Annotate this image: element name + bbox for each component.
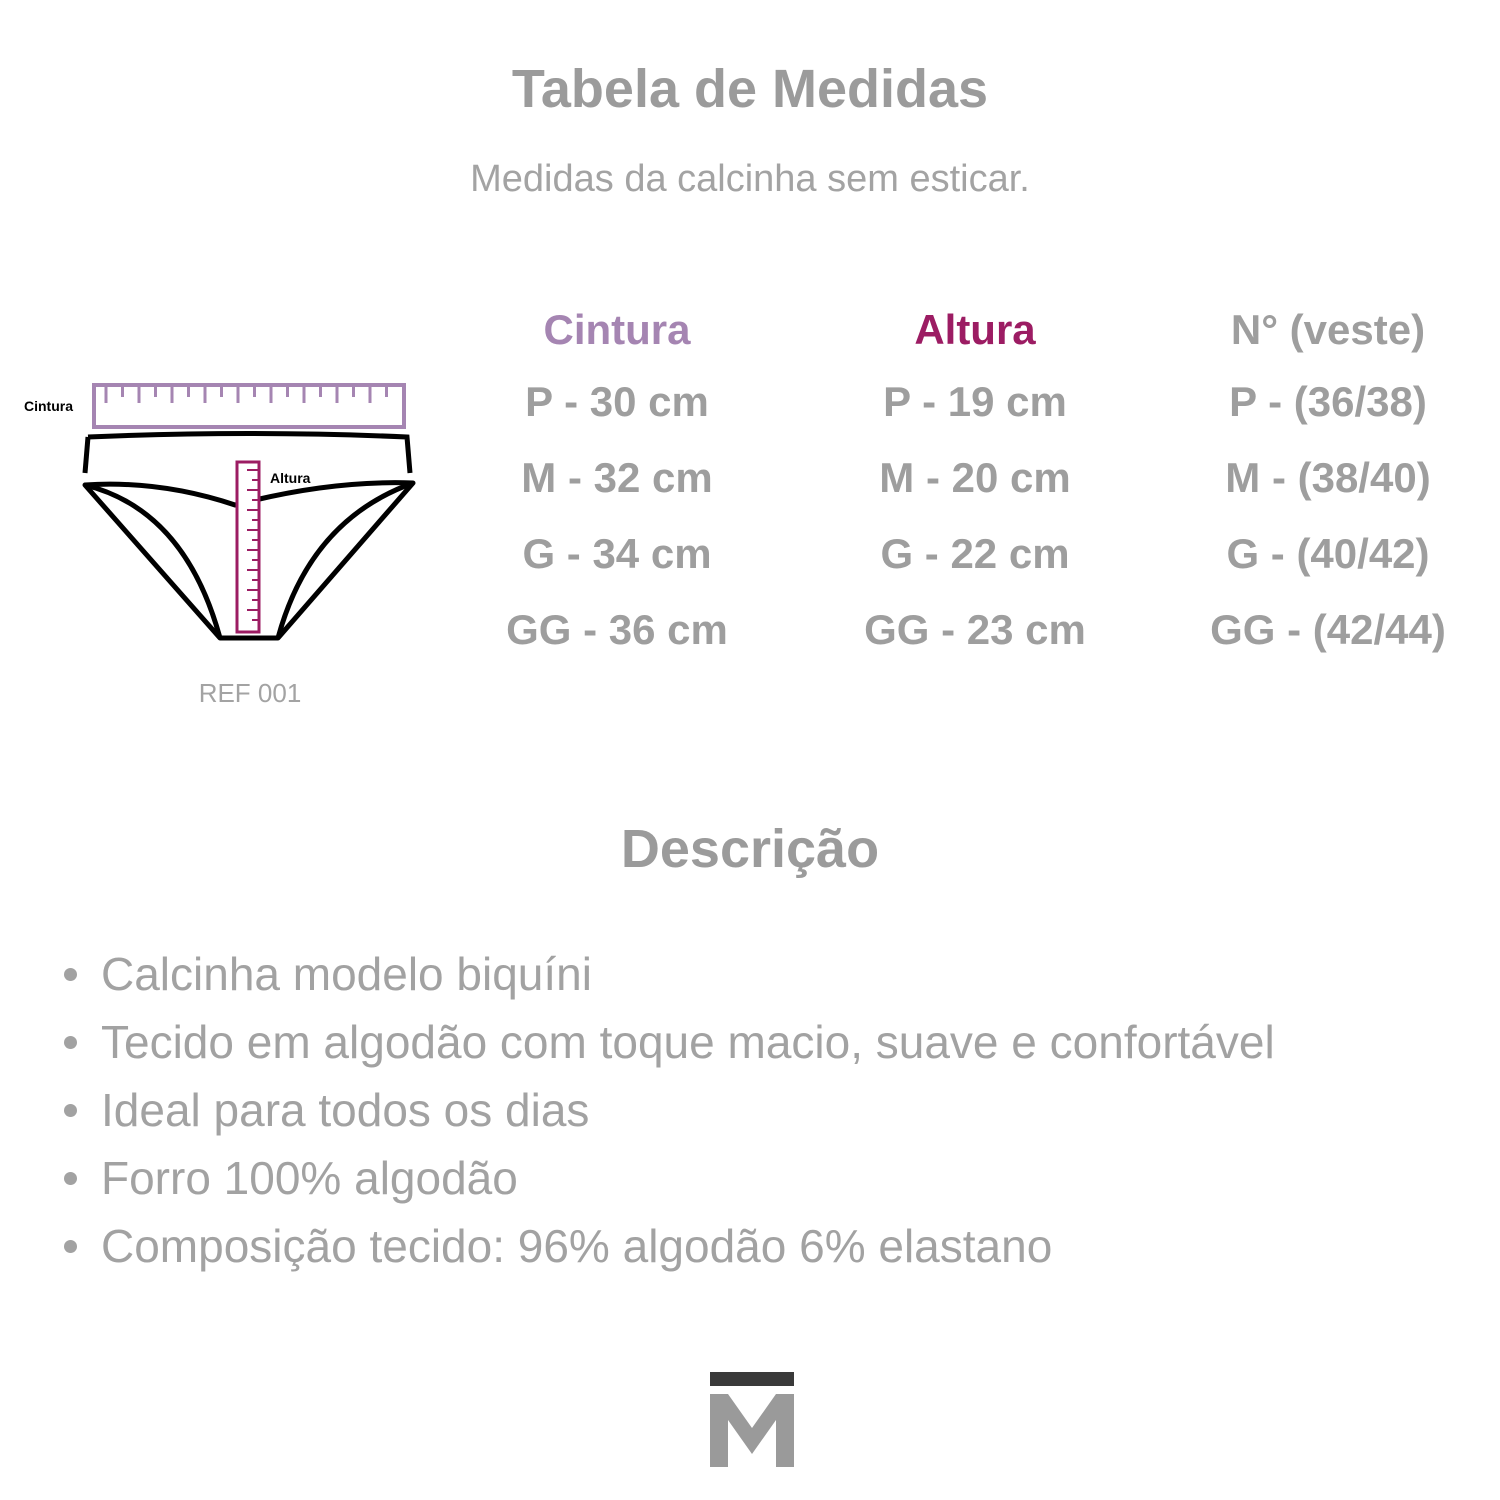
bullet-icon <box>64 1104 77 1117</box>
column-altura <box>815 300 1135 668</box>
column-cintura <box>457 300 777 668</box>
list-item-text: Forro 100% algodão <box>101 1152 518 1204</box>
table-cell: GG - (42/44) <box>1210 606 1446 653</box>
column-header-altura: Altura <box>914 306 1036 353</box>
reference-code: REF 001 <box>198 678 302 708</box>
column-header-cintura: Cintura <box>543 306 691 353</box>
table-cell: M - (38/40) <box>1225 454 1431 501</box>
list-item-text: Calcinha modelo biquíni <box>101 948 592 1000</box>
bullet-icon <box>64 968 77 981</box>
table-cell: P - 19 cm <box>883 378 1067 425</box>
list-item-text: Ideal para todos os dias <box>101 1084 590 1136</box>
brand-m-logo-icon <box>708 1372 796 1467</box>
waist-label: Cintura <box>24 398 73 414</box>
table-cell: P - (36/38) <box>1229 378 1427 425</box>
column-veste <box>1168 300 1488 668</box>
table-cell: GG - 36 cm <box>506 606 728 653</box>
bullet-icon <box>64 1172 77 1185</box>
table-cell: G - 34 cm <box>522 530 712 577</box>
table-cell: P - 30 cm <box>525 378 709 425</box>
list-item-text: Composição tecido: 96% algodão 6% elastano <box>101 1220 1053 1272</box>
page-title: Tabela de Medidas <box>511 59 989 119</box>
bullet-icon <box>64 1036 77 1049</box>
table-cell: GG - 23 cm <box>864 606 1086 653</box>
list-item <box>64 1144 1484 1212</box>
description-list <box>64 940 1484 1280</box>
description-title: Descrição <box>620 819 880 879</box>
table-cell: M - 20 cm <box>879 454 1071 501</box>
table-cell: G - (40/42) <box>1226 530 1430 577</box>
page-subtitle: Medidas da calcinha sem esticar. <box>470 158 1030 200</box>
column-header-veste: N° (veste) <box>1230 306 1426 353</box>
list-item <box>64 1212 1484 1280</box>
list-item <box>64 1008 1484 1076</box>
table-cell: G - 22 cm <box>880 530 1070 577</box>
table-cell: M - 32 cm <box>521 454 713 501</box>
list-item-text: Tecido em algodão com toque macio, suave e confortável <box>101 1016 1275 1068</box>
bullet-icon <box>64 1240 77 1253</box>
list-item <box>64 1076 1484 1144</box>
panty-measurement-diagram-icon <box>20 370 440 650</box>
list-item <box>64 940 1484 1008</box>
height-label: Altura <box>270 470 311 486</box>
